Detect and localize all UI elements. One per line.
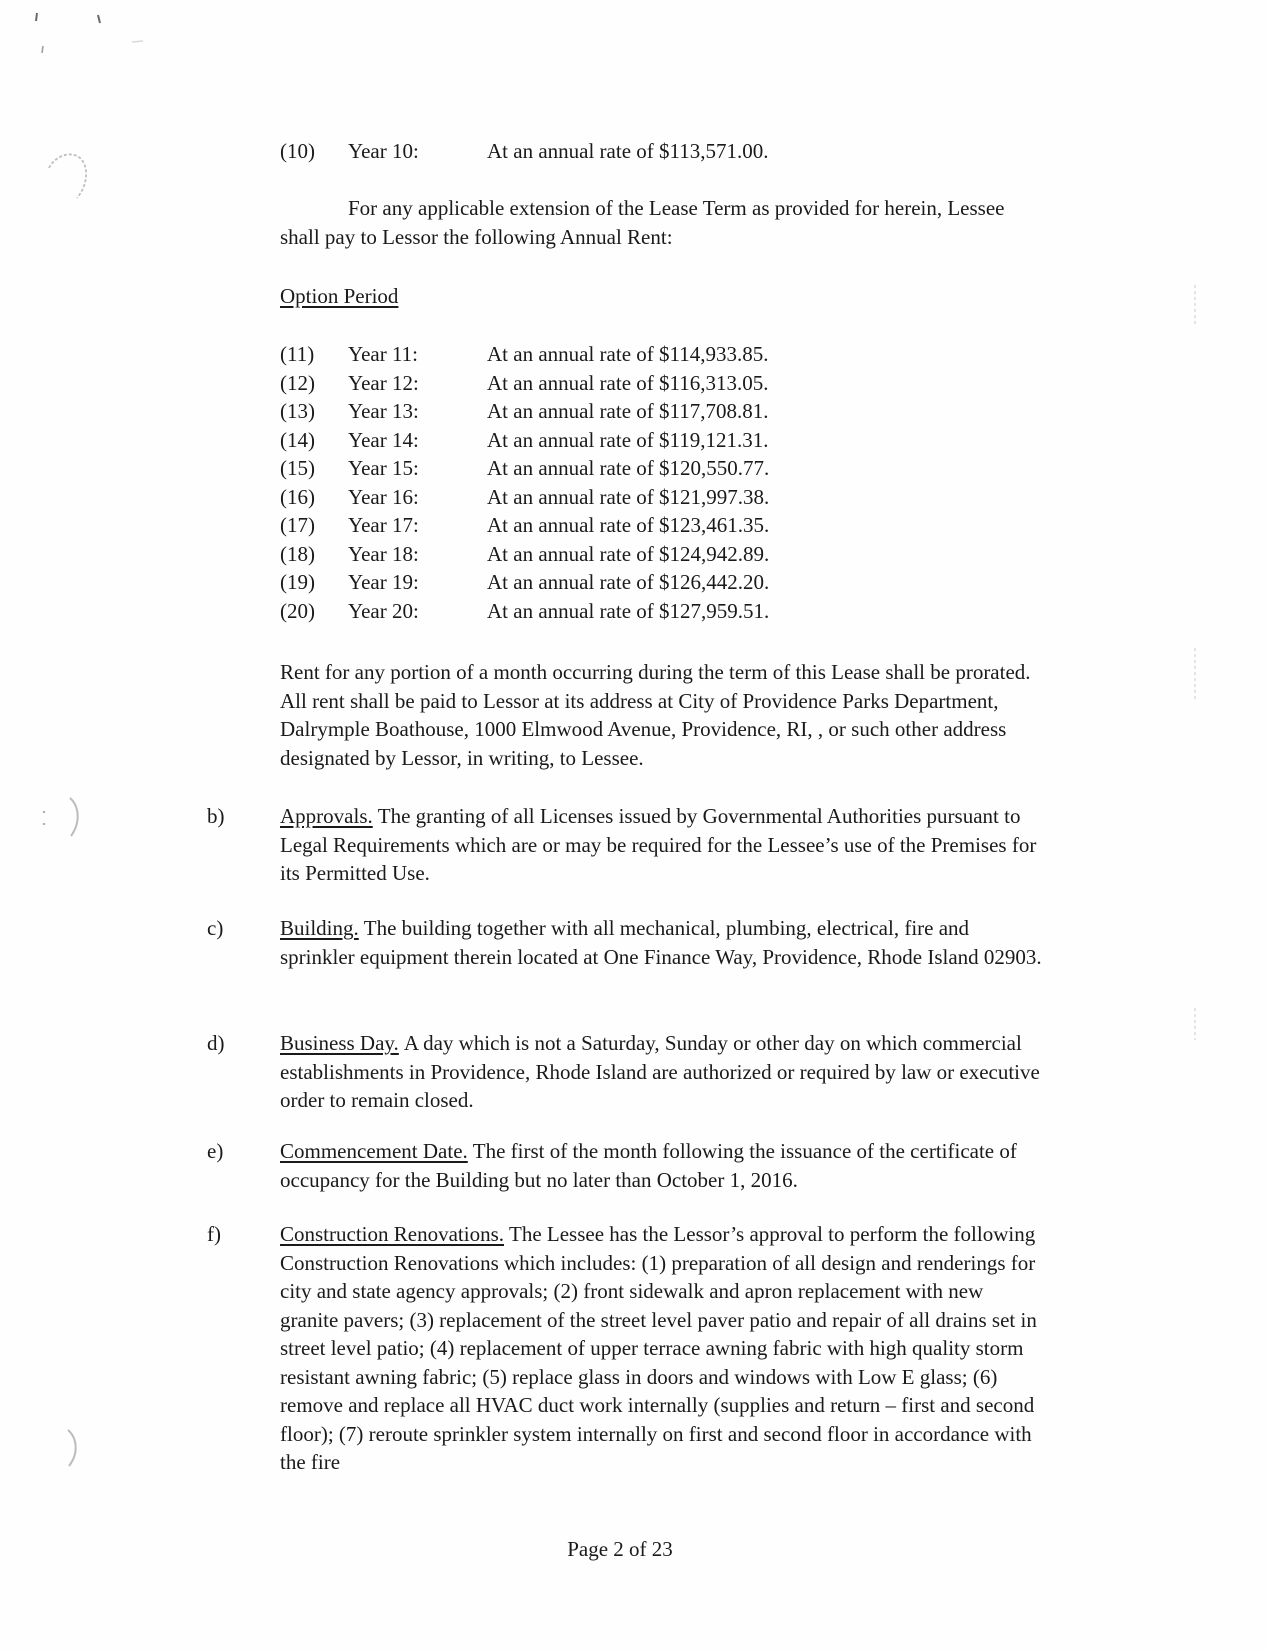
- definition-term: Business Day.: [280, 1031, 399, 1055]
- definition-construction-renovations: [207, 1220, 1042, 1477]
- definition-commencement-date: [207, 1137, 1042, 1194]
- rate-year-label: Year 17:: [348, 513, 419, 537]
- rate-year-label: Year 18:: [348, 541, 419, 566]
- rate-year-label: Year 16:: [348, 484, 419, 509]
- definition-body: The Lessee has the Lessor’s approval to perform the following Construction Renovations which includes: (1) preparation of all design and renderings for city and state agency approvals; (2) front sidewalk and apron replacement with new granite pavers; (3) replacement of the street level paver patio and repair of all drains set in street level patio; (4) replacement of upper terrace awning fabric with high quality storm resistant awning fabric; (5) replace glass in doors and windows with Low E glass; (6) remove and replace all HVAC duct work internally (supplies and return – first and second floor); (7) reroute sprinkler system internally on first and second floor in accordance with the fire: [280, 1222, 1037, 1474]
- scan-arc-mark: [46, 148, 92, 204]
- rate-year-label: Year 15:: [348, 456, 419, 480]
- definition-body: A day which is not a Saturday, Sunday or other day on which commercial establishments in Providence, Rhode Island are authorized or required by law or executive order to remain closed.: [280, 1031, 1040, 1112]
- rate-number: (12): [280, 370, 315, 395]
- definition-letter: f): [207, 1222, 221, 1246]
- rate-number: (10): [280, 139, 315, 163]
- scan-paren-mark: [66, 796, 86, 840]
- rate-row: [280, 340, 769, 369]
- rate-amount: At an annual rate of $114,933.85.: [487, 342, 769, 366]
- rate-number: (20): [280, 598, 315, 623]
- rate-amount: At an annual rate of $124,942.89.: [487, 541, 770, 566]
- option-period-heading: [280, 282, 398, 311]
- scan-speck: [95, 14, 103, 26]
- rent-proration-paragraph: Rent for any portion of a month occurring during the term of this Lease shall be prorated. All rent shall be paid to Lessor at its address at City of Providence Parks Department, Dalrymple Boathouse, 1000 Elmwood Avenue, Providence, RI, , or such other address designated by Lessor, in writing, to Lessee.: [280, 660, 1031, 770]
- rate-number: (16): [280, 484, 315, 509]
- rate-year-label: Year 10:: [348, 139, 419, 163]
- extension-intro-paragraph: For any applicable extension of the Lease Term as provided for herein, Lessee shall pay to Lessor the following Annual Rent:: [280, 196, 1005, 249]
- rate-year-label: Year 14:: [348, 427, 419, 452]
- rate-number: (13): [280, 399, 315, 423]
- rate-number: (15): [280, 456, 315, 480]
- definition-letter: c): [207, 916, 224, 940]
- definition-letter: b): [207, 804, 225, 828]
- rate-number: (19): [280, 570, 315, 594]
- rate-year-label: Year 11:: [348, 342, 419, 366]
- rate-row: [280, 568, 769, 597]
- scan-speck: [39, 44, 47, 56]
- option-period-heading-text: Option Period: [280, 284, 399, 308]
- scan-edge-mark: [1192, 646, 1198, 702]
- rate-line-year10: [280, 137, 768, 166]
- rate-amount: At an annual rate of $121,997.38.: [487, 484, 770, 509]
- rate-amount: At an annual rate of $116,313.05.: [487, 370, 769, 395]
- rate-amount: At an annual rate of $113,571.00.: [487, 139, 769, 163]
- definition-term: Commencement Date.: [280, 1139, 468, 1163]
- rate-amount: At an annual rate of $120,550.77.: [487, 456, 770, 480]
- scan-edge-mark: [1192, 1006, 1198, 1042]
- definition-term: Approvals.: [280, 804, 373, 828]
- scan-speck: [33, 12, 41, 24]
- definition-text: [280, 1137, 1042, 1194]
- scan-edge-mark: [1192, 283, 1198, 329]
- rate-amount: At an annual rate of $126,442.20.: [487, 570, 770, 594]
- scan-colon-mark: [41, 808, 47, 830]
- rate-amount: At an annual rate of $127,959.51.: [487, 598, 770, 623]
- definition-approvals: [207, 802, 1042, 888]
- rate-number: (18): [280, 541, 315, 566]
- rate-amount: At an annual rate of $119,121.31.: [487, 427, 769, 452]
- rate-number: (11): [280, 342, 315, 366]
- definition-letter: e): [207, 1139, 224, 1163]
- rate-amount: At an annual rate of $117,708.81.: [487, 399, 769, 423]
- definition-business-day: [207, 1029, 1042, 1115]
- definition-text: [280, 802, 1042, 888]
- rate-amount: At an annual rate of $123,461.35.: [487, 513, 770, 537]
- definition-body: The first of the month following the issuance of the certificate of occupancy for the Building but no later than October 1, 2016.: [280, 1139, 1017, 1192]
- rate-row: [280, 511, 769, 540]
- page-number-footer: Page 2 of 23: [567, 1537, 673, 1561]
- rate-year-label: Year 13:: [348, 399, 419, 423]
- rate-year-label: Year 12:: [348, 370, 419, 395]
- rate-row: [280, 483, 769, 512]
- definition-text: [280, 1029, 1042, 1115]
- rate-row: [280, 597, 769, 626]
- scan-speck: [131, 38, 145, 46]
- definition-body: The building together with all mechanical, plumbing, electrical, fire and sprinkler equipment therein located at One Finance Way, Providence, Rhode Island 02903.: [280, 916, 1042, 969]
- definition-text: [280, 1220, 1042, 1477]
- definition-term: Building.: [280, 916, 359, 940]
- rate-row: [280, 369, 769, 398]
- rate-row: [280, 397, 769, 426]
- scan-paren-mark: [64, 1428, 84, 1470]
- rate-row: [280, 540, 769, 569]
- rate-number: (17): [280, 513, 315, 537]
- rate-row: [280, 426, 769, 455]
- definition-term: Construction Renovations.: [280, 1222, 504, 1246]
- definition-text: [280, 914, 1042, 971]
- definition-building: [207, 914, 1042, 971]
- rate-year-label: Year 20:: [348, 598, 419, 623]
- rate-row: [280, 137, 768, 166]
- option-rate-schedule: [280, 340, 769, 625]
- definition-letter: d): [207, 1031, 225, 1055]
- rate-number: (14): [280, 427, 315, 452]
- definition-body: The granting of all Licenses issued by Governmental Authorities pursuant to Legal Requirements which are or may be required for the Lessee’s use of the Premises for its Permitted Use.: [280, 804, 1037, 885]
- rate-year-label: Year 19:: [348, 570, 419, 594]
- rate-row: [280, 454, 769, 483]
